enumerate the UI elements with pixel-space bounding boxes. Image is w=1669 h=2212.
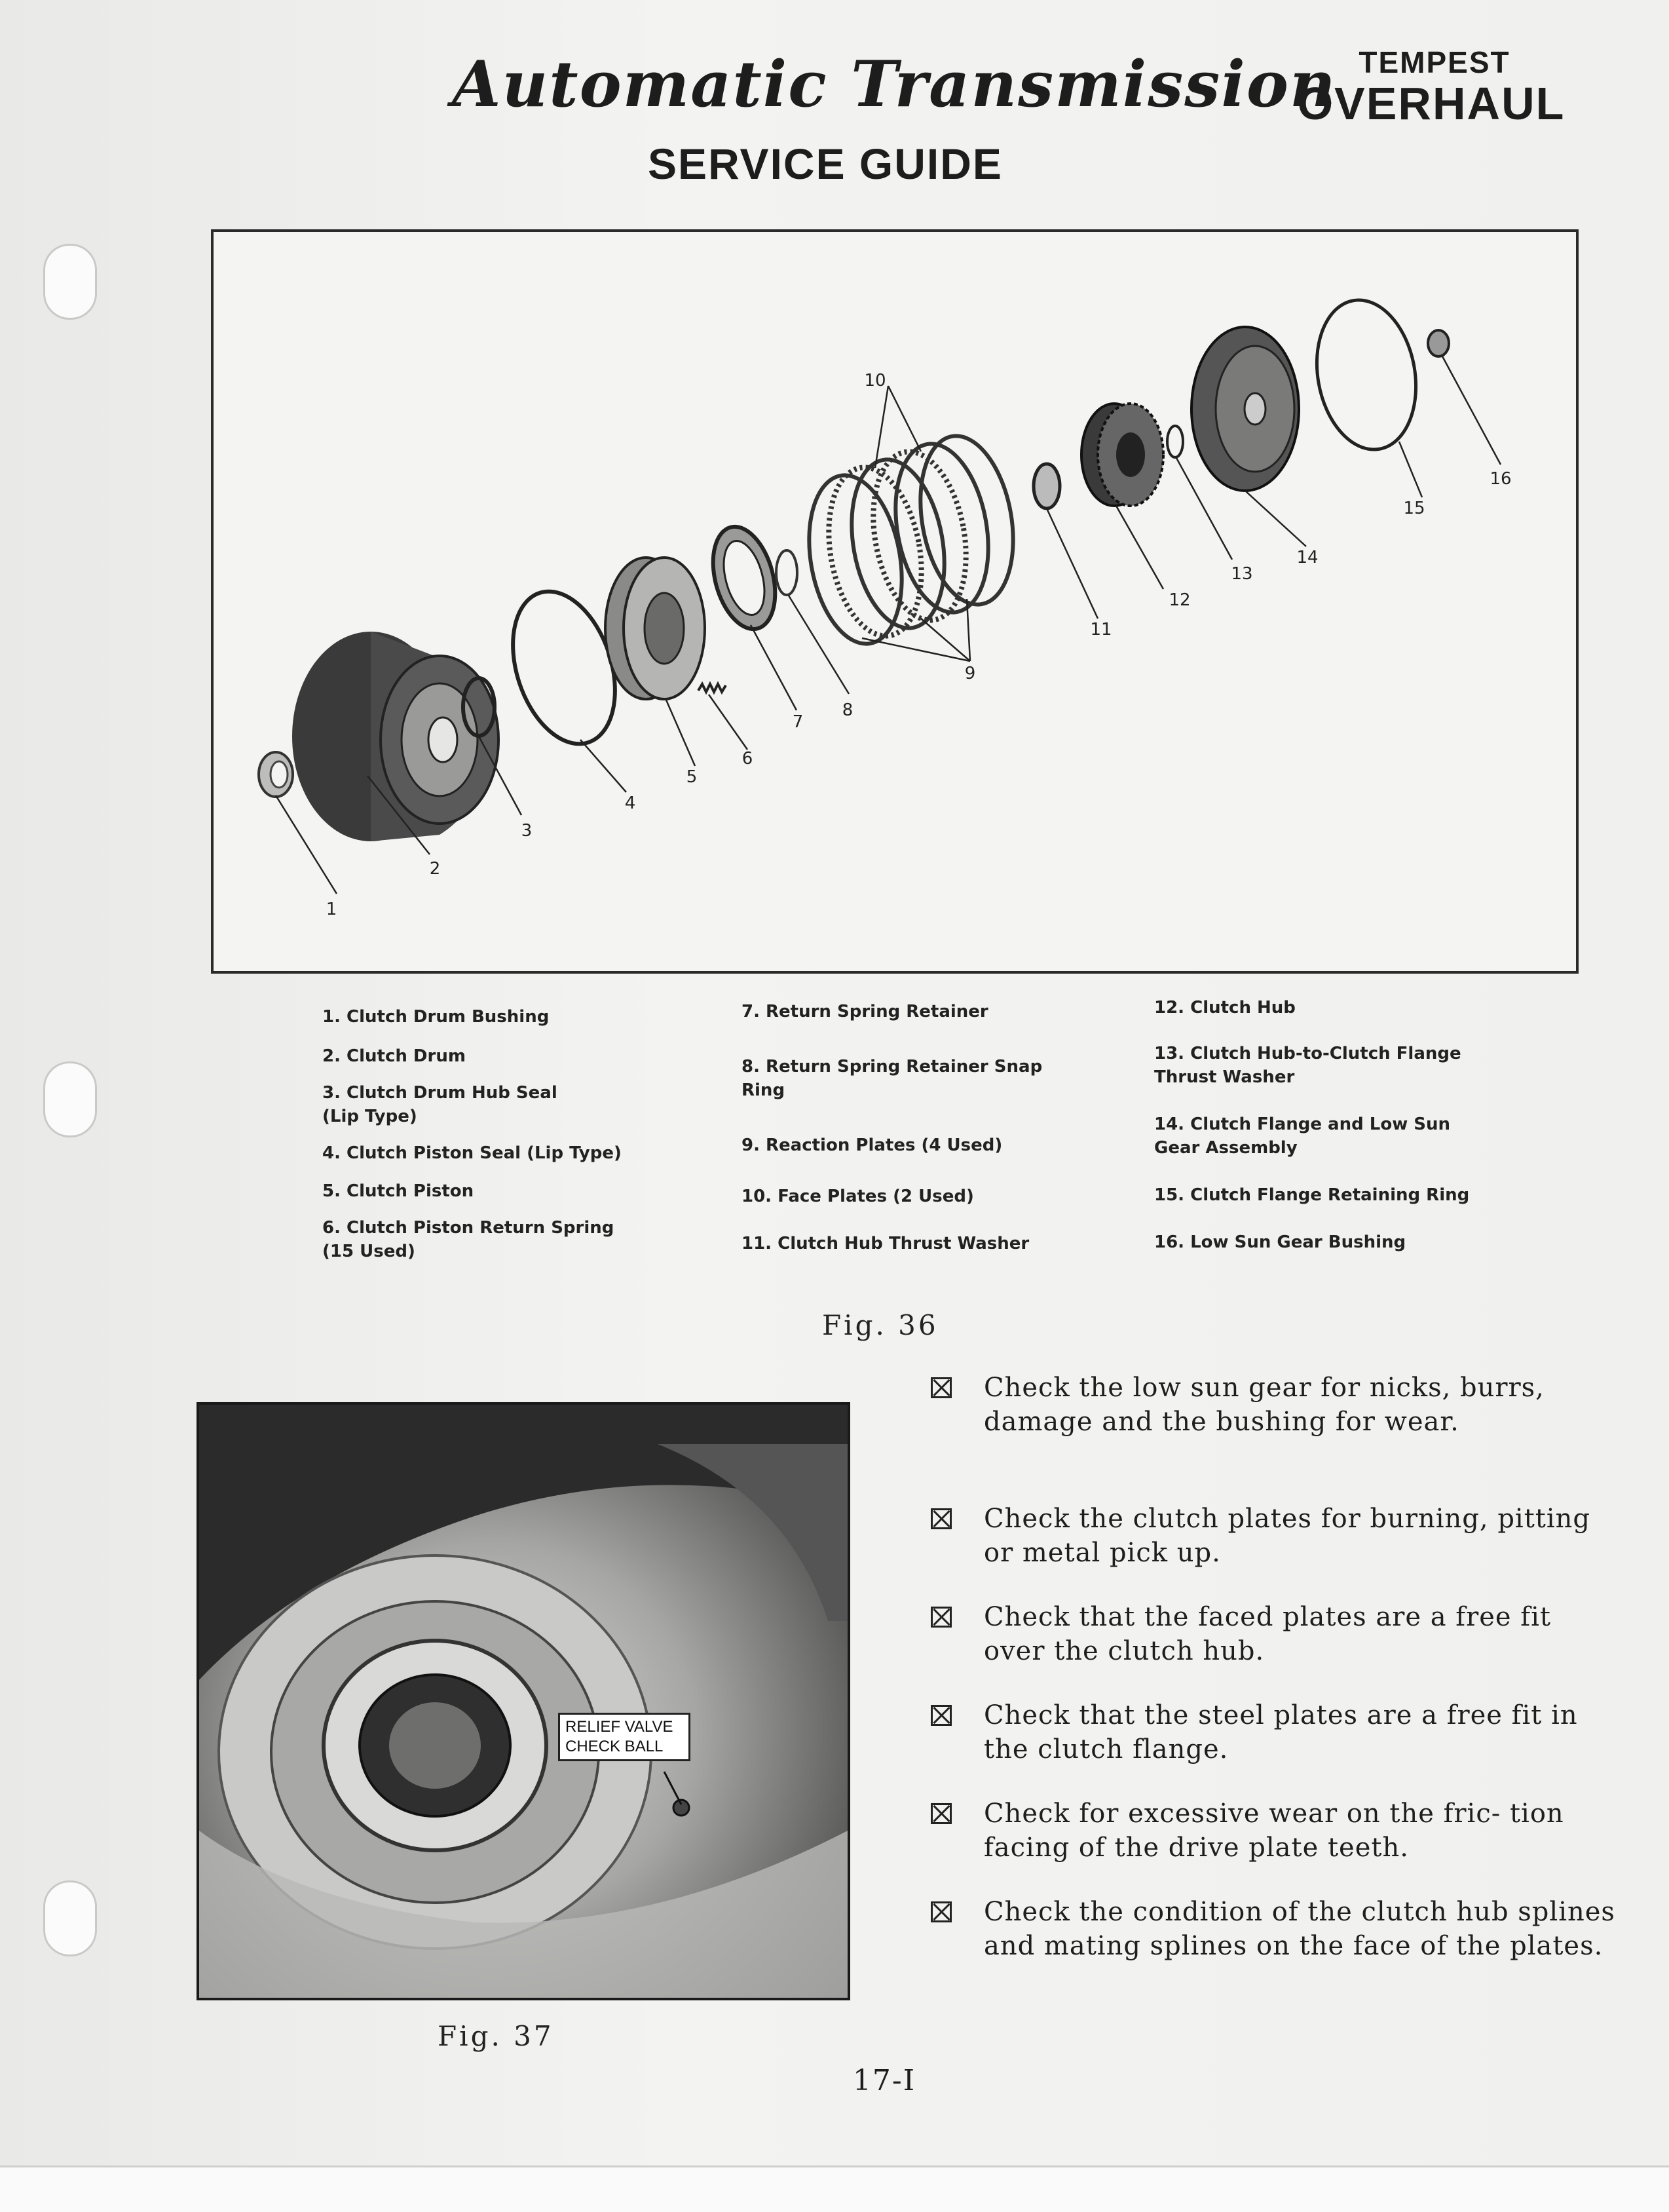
check-item: Check for excessive wear on the fric- tion facing of the drive plate teeth.: [933, 1797, 1621, 1865]
part-hub-thrust-washer-illustration: [1034, 464, 1060, 508]
page-number: 17-I: [852, 2064, 916, 2097]
legend-item: 12. Clutch Hub: [1154, 998, 1296, 1018]
page-bottom-edge: [0, 2165, 1669, 2212]
fig37-caption: Fig. 37: [438, 2020, 554, 2052]
legend-item: 2. Clutch Drum: [322, 1046, 466, 1066]
callout-number: 2: [429, 859, 441, 879]
callout-number: 15: [1403, 499, 1425, 518]
checked-box-icon: [931, 1377, 952, 1398]
legend-item: 14. Clutch Flange and Low Sun Gear Assembly: [1154, 1115, 1451, 1158]
part-snap-ring-illustration: [776, 550, 797, 595]
part-clutch-flange-illustration: [1191, 327, 1299, 491]
legend-item: 8. Return Spring Retainer Snap Ring: [741, 1057, 1043, 1100]
check-item: Check that the faced plates are a free fit over the clutch hub.: [933, 1600, 1621, 1668]
callout-numbers: [326, 371, 1512, 919]
binder-hole-middle: [43, 1061, 97, 1137]
check-item: Check that the steel plates are a free fit in the clutch flange.: [933, 1698, 1621, 1766]
legend-item: 7. Return Spring Retainer: [741, 1002, 988, 1021]
fig36-drawing: [214, 232, 1576, 971]
legend-item: 15. Clutch Flange Retaining Ring: [1154, 1185, 1470, 1205]
part-clutch-piston-illustration: [605, 558, 705, 699]
callout-number: 6: [741, 749, 753, 769]
callout-number: 1: [326, 900, 337, 919]
callout-number: 3: [521, 821, 533, 841]
relief-valve-callout: RELIEF VALVE CHECK BALL: [558, 1713, 690, 1761]
checked-box-icon: [931, 1607, 952, 1628]
part-flange-thrust-washer-illustration: [1167, 426, 1183, 457]
binder-hole-bottom: [43, 1880, 97, 1956]
checked-box-icon: [931, 1705, 952, 1726]
check-item: Check the clutch plates for burning, pitting or metal pick up.: [933, 1502, 1621, 1570]
callout-number: 7: [792, 712, 804, 732]
legend-item: 6. Clutch Piston Return Spring (15 Used): [322, 1218, 614, 1261]
callout-number: 12: [1169, 590, 1191, 610]
legend-item: 10. Face Plates (2 Used): [741, 1187, 974, 1206]
part-flange-retaining-ring-illustration: [1305, 292, 1427, 457]
check-ball-marker: [673, 1800, 689, 1816]
callout-number: 16: [1490, 469, 1512, 489]
callout-number: 10: [864, 371, 886, 391]
model-name: TEMPEST: [1359, 45, 1510, 79]
callout-number: 8: [842, 700, 853, 720]
legend-item: 5. Clutch Piston: [322, 1181, 474, 1201]
legend-item: 11. Clutch Hub Thrust Washer: [741, 1234, 1030, 1253]
fig36-caption: Fig. 36: [822, 1309, 939, 1341]
checked-box-icon: [931, 1901, 952, 1922]
check-item: Check the low sun gear for nicks, burrs, damage and the bushing for wear.: [933, 1371, 1621, 1439]
part-clutch-hub-illustration: [1081, 404, 1163, 506]
binder-hole-top: [43, 244, 97, 320]
callout-number: 5: [686, 767, 698, 787]
callout-number: 13: [1231, 564, 1253, 584]
callout-number: 14: [1296, 548, 1319, 567]
legend-item: 9. Reaction Plates (4 Used): [741, 1135, 1003, 1155]
page-title: Automatic Transmission: [452, 47, 1337, 121]
legend-item: 3. Clutch Drum Hub Seal (Lip Type): [322, 1083, 557, 1126]
legend-item: 4. Clutch Piston Seal (Lip Type): [322, 1143, 622, 1163]
checked-box-icon: [931, 1803, 952, 1824]
fig37-drawing: [199, 1405, 848, 1998]
part-low-sun-gear-bushing-illustration: [1428, 330, 1449, 356]
callout-number: 9: [964, 664, 976, 683]
callout-number: 11: [1090, 620, 1112, 639]
callout-number: 4: [624, 793, 636, 813]
part-return-spring-illustration: [698, 684, 726, 692]
part-clutch-plates-illustration: [797, 429, 1025, 651]
section-name: OVERHAUL: [1297, 78, 1566, 129]
fig37-photo: [197, 1402, 850, 2000]
checked-box-icon: [931, 1508, 952, 1529]
fig36-exploded-view: [211, 229, 1579, 974]
page-subtitle: SERVICE GUIDE: [648, 140, 1003, 188]
legend-item: 1. Clutch Drum Bushing: [322, 1007, 550, 1027]
check-item: Check the condition of the clutch hub splines and mating splines on the face of the plates.: [933, 1895, 1621, 1963]
part-clutch-drum-bushing-illustration: [259, 752, 293, 797]
legend-item: 13. Clutch Hub-to-Clutch Flange Thrust Washer: [1154, 1044, 1461, 1087]
legend-item: 16. Low Sun Gear Bushing: [1154, 1232, 1406, 1252]
